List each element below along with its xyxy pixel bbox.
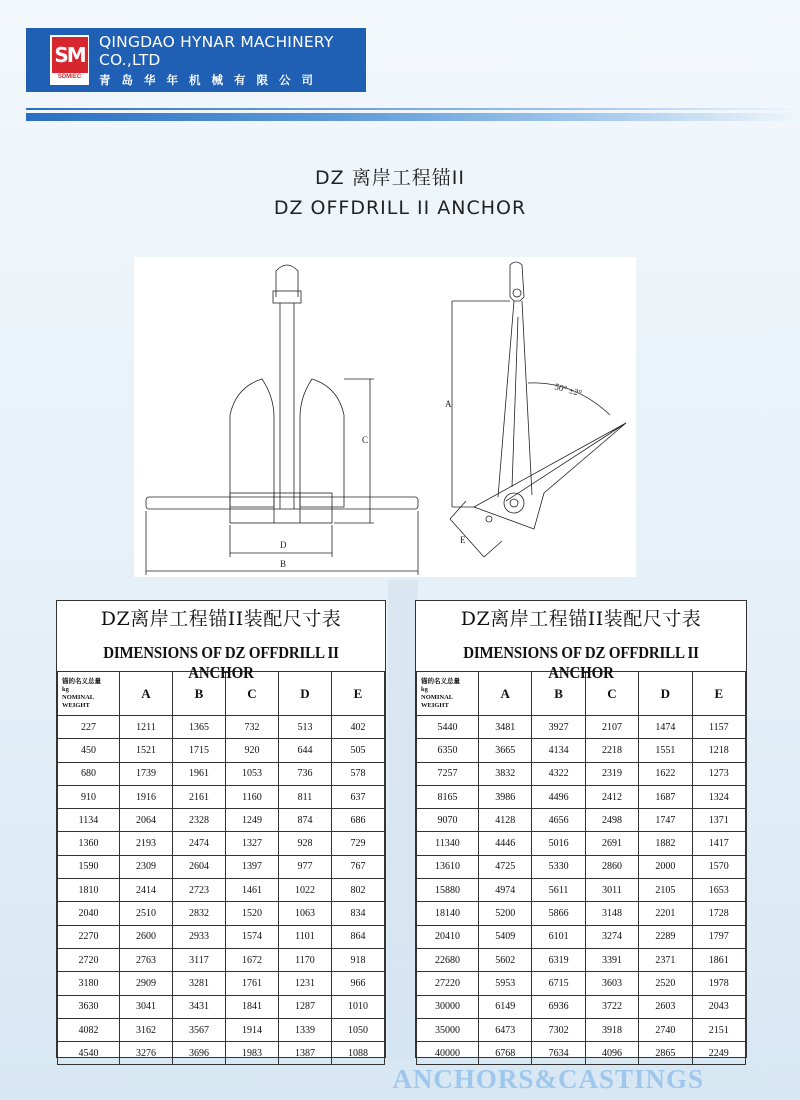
dimension-cell: 1574 xyxy=(226,925,279,948)
label-d: D xyxy=(280,540,287,550)
dimension-cell: 6319 xyxy=(532,948,585,971)
anchor-drawing xyxy=(134,257,636,577)
table-row xyxy=(58,948,385,971)
dimension-cell: 1287 xyxy=(279,995,332,1018)
dimension-cell: 874 xyxy=(279,809,332,832)
dimension-cell: 1050 xyxy=(332,1018,385,1041)
header-rule xyxy=(26,113,800,121)
shackle-pin xyxy=(273,291,301,303)
dimension-cell: 5330 xyxy=(532,855,585,878)
dimension-cell: 4134 xyxy=(532,739,585,762)
dimension-cell: 2289 xyxy=(639,925,692,948)
dimension-cell: 1747 xyxy=(639,809,692,832)
table-row xyxy=(58,1042,385,1065)
dimension-cell: 1570 xyxy=(692,855,745,878)
dimension-cell: 1653 xyxy=(692,879,745,902)
dimension-cell: 3041 xyxy=(120,995,173,1018)
shackle-shape xyxy=(276,265,298,297)
dimension-cell: 1687 xyxy=(639,785,692,808)
dimension-cell: 3696 xyxy=(173,1042,226,1065)
dimension-cell: 1324 xyxy=(692,785,745,808)
dimension-cell: 4446 xyxy=(479,832,532,855)
dimension-cell: 2600 xyxy=(120,925,173,948)
dimension-cell: 1761 xyxy=(226,972,279,995)
table-body xyxy=(417,716,746,1065)
table-row xyxy=(417,716,746,739)
header-rule-thin xyxy=(26,108,800,110)
label-a: A xyxy=(445,399,452,409)
dimension-cell: 5953 xyxy=(479,972,532,995)
dimension-cell: 2510 xyxy=(120,902,173,925)
table-row xyxy=(58,716,385,739)
weight-cell: 18140 xyxy=(417,902,479,925)
dimension-cell: 1739 xyxy=(120,762,173,785)
dimension-cell: 834 xyxy=(332,902,385,925)
weight-cell: 4082 xyxy=(58,1018,120,1041)
side-fluke xyxy=(474,423,626,529)
dimension-cell: 920 xyxy=(226,739,279,762)
page-title-cn: DZ 离岸工程锚II xyxy=(315,167,465,189)
dimension-cell: 3117 xyxy=(173,948,226,971)
dimension-cell: 2740 xyxy=(639,1018,692,1041)
dimension-cell: 2414 xyxy=(120,879,173,902)
dimension-cell: 1273 xyxy=(692,762,745,785)
dimension-cell: 4656 xyxy=(532,809,585,832)
dimension-cell: 1797 xyxy=(692,925,745,948)
weight-cell: 35000 xyxy=(417,1018,479,1041)
dimension-cell: 1520 xyxy=(226,902,279,925)
dimension-cell: 3722 xyxy=(585,995,638,1018)
column-header: E xyxy=(332,672,385,716)
weight-cell: 1134 xyxy=(58,809,120,832)
weight-cell: 5440 xyxy=(417,716,479,739)
dimension-cell: 1861 xyxy=(692,948,745,971)
dimension-cell: 2723 xyxy=(173,879,226,902)
table-row xyxy=(58,832,385,855)
dimension-cell: 977 xyxy=(279,855,332,878)
dimension-cell: 4096 xyxy=(585,1042,638,1065)
dimension-cell: 1218 xyxy=(692,739,745,762)
dimension-cell: 1053 xyxy=(226,762,279,785)
dimension-cell: 1961 xyxy=(173,762,226,785)
table-row xyxy=(58,809,385,832)
weight-cell: 15880 xyxy=(417,879,479,902)
table-row xyxy=(417,809,746,832)
table-row xyxy=(417,948,746,971)
weight-header-en-1: NOMINAL xyxy=(421,693,454,701)
weight-cell: 227 xyxy=(58,716,120,739)
dimension-cell: 1978 xyxy=(692,972,745,995)
dimension-cell: 2193 xyxy=(120,832,173,855)
dimension-cell: 2604 xyxy=(173,855,226,878)
dimension-cell: 4322 xyxy=(532,762,585,785)
dimension-cell: 1387 xyxy=(279,1042,332,1065)
dimension-cell: 3276 xyxy=(120,1042,173,1065)
table-row xyxy=(417,902,746,925)
dimension-cell: 811 xyxy=(279,785,332,808)
table-row xyxy=(417,1042,746,1065)
table-caption-en: DIMENSIONS OF DZ OFFDRILL II ANCHOR xyxy=(463,643,699,682)
dimension-cell: 1841 xyxy=(226,995,279,1018)
weight-cell: 20410 xyxy=(417,925,479,948)
dimension-cell: 6768 xyxy=(479,1042,532,1065)
dimension-cell: 1170 xyxy=(279,948,332,971)
dimension-cell: 2474 xyxy=(173,832,226,855)
dimension-cell: 1231 xyxy=(279,972,332,995)
dimension-cell: 1474 xyxy=(639,716,692,739)
company-logo xyxy=(50,35,89,85)
dimension-cell: 2763 xyxy=(120,948,173,971)
weight-cell: 13610 xyxy=(417,855,479,878)
dimension-cell: 1728 xyxy=(692,902,745,925)
dimension-cell: 1022 xyxy=(279,879,332,902)
dimension-cell: 966 xyxy=(332,972,385,995)
dimension-cell: 1088 xyxy=(332,1042,385,1065)
dimension-cell: 1882 xyxy=(639,832,692,855)
dimension-cell: 4725 xyxy=(479,855,532,878)
dimension-cell: 2371 xyxy=(639,948,692,971)
company-names xyxy=(99,33,366,88)
dimension-cell: 3567 xyxy=(173,1018,226,1041)
stock-bar xyxy=(146,497,418,509)
logo-mark: SM xyxy=(52,37,88,73)
dimension-cell: 5016 xyxy=(532,832,585,855)
table-row xyxy=(417,972,746,995)
label-c: C xyxy=(362,435,369,445)
dimension-cell: 1010 xyxy=(332,995,385,1018)
dimension-cell: 1715 xyxy=(173,739,226,762)
weight-cell: 450 xyxy=(58,739,120,762)
dimension-cell: 3011 xyxy=(585,879,638,902)
label-b: B xyxy=(280,559,287,569)
dimension-cell: 5866 xyxy=(532,902,585,925)
dimension-table xyxy=(416,671,746,1065)
company-name-en: QINGDAO HYNAR MACHINERY CO.,LTD xyxy=(99,32,334,69)
weight-header-en-2: WEIGHT xyxy=(421,701,449,709)
dimension-cell: 3665 xyxy=(479,739,532,762)
table-row xyxy=(417,739,746,762)
dimension-cell: 3391 xyxy=(585,948,638,971)
left-fluke xyxy=(230,379,274,507)
dimension-cell: 5409 xyxy=(479,925,532,948)
dimension-cell: 1417 xyxy=(692,832,745,855)
dimension-cell: 2105 xyxy=(639,879,692,902)
dimension-cell: 6473 xyxy=(479,1018,532,1041)
weight-cell: 27220 xyxy=(417,972,479,995)
dimension-cell: 864 xyxy=(332,925,385,948)
column-header: C xyxy=(585,672,638,716)
dimension-cell: 2933 xyxy=(173,925,226,948)
weight-cell: 1360 xyxy=(58,832,120,855)
column-header: A xyxy=(120,672,173,716)
weight-header-unit: kg xyxy=(421,685,428,693)
dimension-cell: 3927 xyxy=(532,716,585,739)
table-row xyxy=(417,995,746,1018)
weight-cell: 2270 xyxy=(58,925,120,948)
page-title-en: DZ OFFDRILL II ANCHOR xyxy=(273,197,527,219)
weight-cell: 1590 xyxy=(58,855,120,878)
table-row xyxy=(58,739,385,762)
table-row xyxy=(58,925,385,948)
dimension-cell: 3148 xyxy=(585,902,638,925)
dimension-cell: 1101 xyxy=(279,925,332,948)
dimension-cell: 5602 xyxy=(479,948,532,971)
weight-cell: 9070 xyxy=(417,809,479,832)
table-row xyxy=(417,785,746,808)
column-header: B xyxy=(173,672,226,716)
dimension-cell: 644 xyxy=(279,739,332,762)
dimension-cell: 767 xyxy=(332,855,385,878)
dimension-cell: 2218 xyxy=(585,739,638,762)
weight-header-en-1: NOMINAL xyxy=(62,693,95,701)
dimension-cell: 1365 xyxy=(173,716,226,739)
weight-cell: 680 xyxy=(58,762,120,785)
weight-cell: 7257 xyxy=(417,762,479,785)
anchor-drawing-svg xyxy=(134,257,636,577)
weight-header xyxy=(58,672,120,716)
dimension-cell: 5611 xyxy=(532,879,585,902)
table-caption-cn: DZ离岸工程锚II装配尺寸表 xyxy=(100,608,342,630)
weight-cell: 6350 xyxy=(417,739,479,762)
dimension-cell: 3162 xyxy=(120,1018,173,1041)
label-e: E xyxy=(460,535,466,545)
table-row xyxy=(417,925,746,948)
table-row xyxy=(417,762,746,785)
background-mast xyxy=(388,580,418,1060)
dimension-cell: 686 xyxy=(332,809,385,832)
dimension-cell: 4974 xyxy=(479,879,532,902)
table-row xyxy=(417,1018,746,1041)
dimension-cell: 2064 xyxy=(120,809,173,832)
dimension-cell: 928 xyxy=(279,832,332,855)
dimension-cell: 3603 xyxy=(585,972,638,995)
weight-cell: 8165 xyxy=(417,785,479,808)
dimension-cell: 2107 xyxy=(585,716,638,739)
dimension-table xyxy=(57,671,385,1065)
dimension-cell: 2043 xyxy=(692,995,745,1018)
dimension-cell: 1916 xyxy=(120,785,173,808)
weight-header-en-2: WEIGHT xyxy=(62,701,90,709)
dimension-cell: 3986 xyxy=(479,785,532,808)
dimension-cell: 6101 xyxy=(532,925,585,948)
column-header: D xyxy=(279,672,332,716)
dimension-cell: 1622 xyxy=(639,762,692,785)
dimension-cell: 1551 xyxy=(639,739,692,762)
dimension-cell: 2309 xyxy=(120,855,173,878)
dimension-cell: 2161 xyxy=(173,785,226,808)
dimension-cell: 7302 xyxy=(532,1018,585,1041)
weight-cell: 30000 xyxy=(417,995,479,1018)
dimension-cell: 918 xyxy=(332,948,385,971)
dimension-cell: 1249 xyxy=(226,809,279,832)
company-name-cn: 青岛华年机械有限公司 xyxy=(99,74,324,87)
table-row xyxy=(58,762,385,785)
dimension-cell: 7634 xyxy=(532,1042,585,1065)
dimension-cell: 2249 xyxy=(692,1042,745,1065)
table-row xyxy=(58,879,385,902)
dimension-cell: 6149 xyxy=(479,995,532,1018)
weight-cell: 2040 xyxy=(58,902,120,925)
dimension-cell: 3918 xyxy=(585,1018,638,1041)
dimension-cell: 2909 xyxy=(120,972,173,995)
weight-cell: 1810 xyxy=(58,879,120,902)
dimension-table-left xyxy=(56,600,386,1058)
table-row xyxy=(58,855,385,878)
table-row xyxy=(58,902,385,925)
weight-cell: 4540 xyxy=(58,1042,120,1065)
company-banner xyxy=(26,28,366,92)
weight-header-cn: 锚的名义总量 xyxy=(421,677,460,685)
dimension-cell: 2319 xyxy=(585,762,638,785)
dimension-cell: 1160 xyxy=(226,785,279,808)
dimension-cell: 513 xyxy=(279,716,332,739)
right-fluke xyxy=(300,379,344,507)
footer-tagline: ANCHORS&CASTINGS xyxy=(392,1064,704,1094)
dimension-cell: 1461 xyxy=(226,879,279,902)
weight-cell: 3180 xyxy=(58,972,120,995)
side-shackle xyxy=(510,262,524,301)
label-angle: 50° ±2° xyxy=(553,381,584,399)
dimension-cell: 1211 xyxy=(120,716,173,739)
table-row xyxy=(58,785,385,808)
column-header: A xyxy=(479,672,532,716)
dimension-cell: 1327 xyxy=(226,832,279,855)
dimension-cell: 2865 xyxy=(639,1042,692,1065)
dimension-cell: 2498 xyxy=(585,809,638,832)
dimension-cell: 2832 xyxy=(173,902,226,925)
dimension-cell: 3832 xyxy=(479,762,532,785)
dimension-cell: 402 xyxy=(332,716,385,739)
dimension-cell: 3431 xyxy=(173,995,226,1018)
table-caption-cn: DZ离岸工程锚II装配尺寸表 xyxy=(460,608,702,630)
weight-cell: 22680 xyxy=(417,948,479,971)
logo-text: SDMIEC xyxy=(57,74,82,80)
column-header: E xyxy=(692,672,745,716)
dimension-cell: 5200 xyxy=(479,902,532,925)
dimension-cell: 1914 xyxy=(226,1018,279,1041)
dimension-cell: 4128 xyxy=(479,809,532,832)
weight-cell: 11340 xyxy=(417,832,479,855)
weight-cell: 910 xyxy=(58,785,120,808)
dimension-cell: 2691 xyxy=(585,832,638,855)
table-row xyxy=(417,832,746,855)
dimension-cell: 6715 xyxy=(532,972,585,995)
dimension-cell: 2000 xyxy=(639,855,692,878)
table-row xyxy=(58,1018,385,1041)
weight-cell: 40000 xyxy=(417,1042,479,1065)
table-caption-en: DIMENSIONS OF DZ OFFDRILL II ANCHOR xyxy=(103,643,339,682)
weight-cell: 2720 xyxy=(58,948,120,971)
dimension-cell: 2520 xyxy=(639,972,692,995)
dimension-cell: 1063 xyxy=(279,902,332,925)
dimension-cell: 2860 xyxy=(585,855,638,878)
column-header: D xyxy=(639,672,692,716)
dimension-cell: 1371 xyxy=(692,809,745,832)
dimension-cell: 3481 xyxy=(479,716,532,739)
dimension-cell: 3274 xyxy=(585,925,638,948)
dimension-cell: 2412 xyxy=(585,785,638,808)
weight-header-cn: 锚的名义总量 xyxy=(62,677,101,685)
column-header: C xyxy=(226,672,279,716)
dimension-cell: 1157 xyxy=(692,716,745,739)
dimension-cell: 505 xyxy=(332,739,385,762)
dimension-cell: 637 xyxy=(332,785,385,808)
table-row xyxy=(417,855,746,878)
table-row xyxy=(58,995,385,1018)
dimension-table-right xyxy=(415,600,747,1058)
dimension-cell: 729 xyxy=(332,832,385,855)
dimension-cell: 1397 xyxy=(226,855,279,878)
table-row xyxy=(417,879,746,902)
dimension-cell: 1672 xyxy=(226,948,279,971)
dimension-cell: 732 xyxy=(226,716,279,739)
weight-header-unit: kg xyxy=(62,685,69,693)
crown-block xyxy=(230,493,332,523)
dimension-cell: 736 xyxy=(279,762,332,785)
dimension-cell: 578 xyxy=(332,762,385,785)
dimension-cell: 802 xyxy=(332,879,385,902)
table-row xyxy=(58,972,385,995)
table-body xyxy=(58,716,385,1065)
weight-header xyxy=(417,672,479,716)
dimension-cell: 1521 xyxy=(120,739,173,762)
weight-cell: 3630 xyxy=(58,995,120,1018)
dimension-cell: 2603 xyxy=(639,995,692,1018)
dimension-cell: 6936 xyxy=(532,995,585,1018)
dimension-cell: 3281 xyxy=(173,972,226,995)
dimension-cell: 2151 xyxy=(692,1018,745,1041)
dimension-cell: 2328 xyxy=(173,809,226,832)
dimension-cell: 1339 xyxy=(279,1018,332,1041)
column-header: B xyxy=(532,672,585,716)
dimension-cell: 2201 xyxy=(639,902,692,925)
dimension-cell: 4496 xyxy=(532,785,585,808)
dimension-cell: 1983 xyxy=(226,1042,279,1065)
